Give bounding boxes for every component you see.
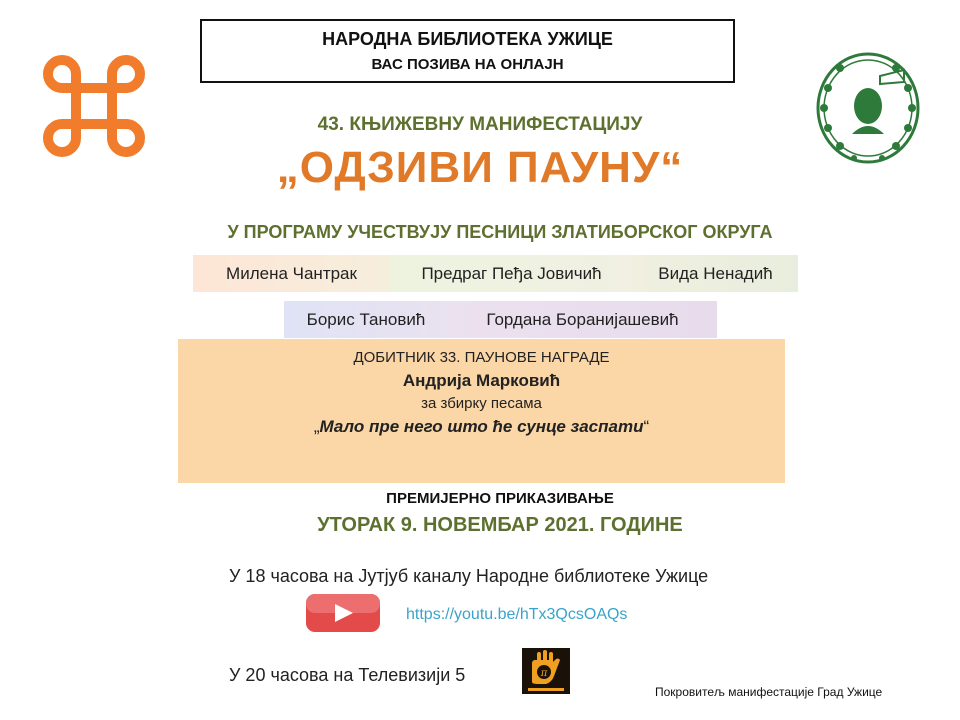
quote-open: „	[313, 417, 320, 436]
premiere-date: УТОРАК 9. НОВЕМБАР 2021. ГОДИНЕ	[317, 514, 683, 536]
award-collection-label: за збирку песама	[421, 395, 542, 412]
participant-name: Предраг Пеђа Јовичић	[390, 255, 633, 292]
library-name: НАРОДНА БИБЛИОТЕКА УЖИЦЕ	[322, 29, 613, 49]
participants-row-1	[193, 255, 798, 292]
participant-name: Гордана Боранијашевић	[448, 301, 717, 338]
event-subtitle: 43. КЊИЖЕВНУ МАНИФЕСТАЦИЈУ	[317, 114, 643, 135]
tv-info: У 20 часова на Телевизији 5	[229, 665, 466, 685]
participant-name: Вида Ненадић	[633, 255, 798, 292]
youtube-info: У 18 часова на Јутјуб каналу Народне библиотеке Ужице	[229, 566, 709, 586]
award-winner: Андрија Марковић	[402, 371, 561, 390]
event-title: „ОДЗИВИ ПАУНУ“	[276, 143, 684, 192]
premiere-label: ПРЕМИЈЕРНО ПРИКАЗИВАЊЕ	[386, 490, 614, 507]
youtube-link[interactable]: https://youtu.be/hTx3QcsOAQs	[406, 606, 628, 623]
sponsor-note: Покровитељ манифестације Град Ужице	[655, 685, 883, 699]
youtube-play-icon[interactable]	[305, 593, 381, 633]
award-book-title	[178, 417, 785, 437]
invitation-line: ВАС ПОЗИВА НА ОНЛАЈН	[371, 56, 564, 73]
participant-name: Борис Тановић	[284, 301, 448, 338]
award-box	[178, 339, 785, 483]
program-intro: У ПРОГРАМУ УЧЕСТВУЈУ ПЕСНИЦИ ЗЛАТИБОРСКОГ ОКРУГА	[227, 222, 773, 242]
header-box	[200, 19, 735, 83]
quote-close: “	[643, 417, 650, 436]
participant-name: Милена Чантрак	[193, 255, 390, 292]
book-title: Мало пре него што ће сунце заспати	[319, 417, 644, 436]
svg-text:π: π	[540, 668, 548, 679]
participants-row-2	[284, 301, 717, 338]
television-5-logo	[522, 648, 570, 694]
award-label: ДОБИТНИК 33. ПАУНОВЕ НАГРАДЕ	[353, 349, 610, 366]
